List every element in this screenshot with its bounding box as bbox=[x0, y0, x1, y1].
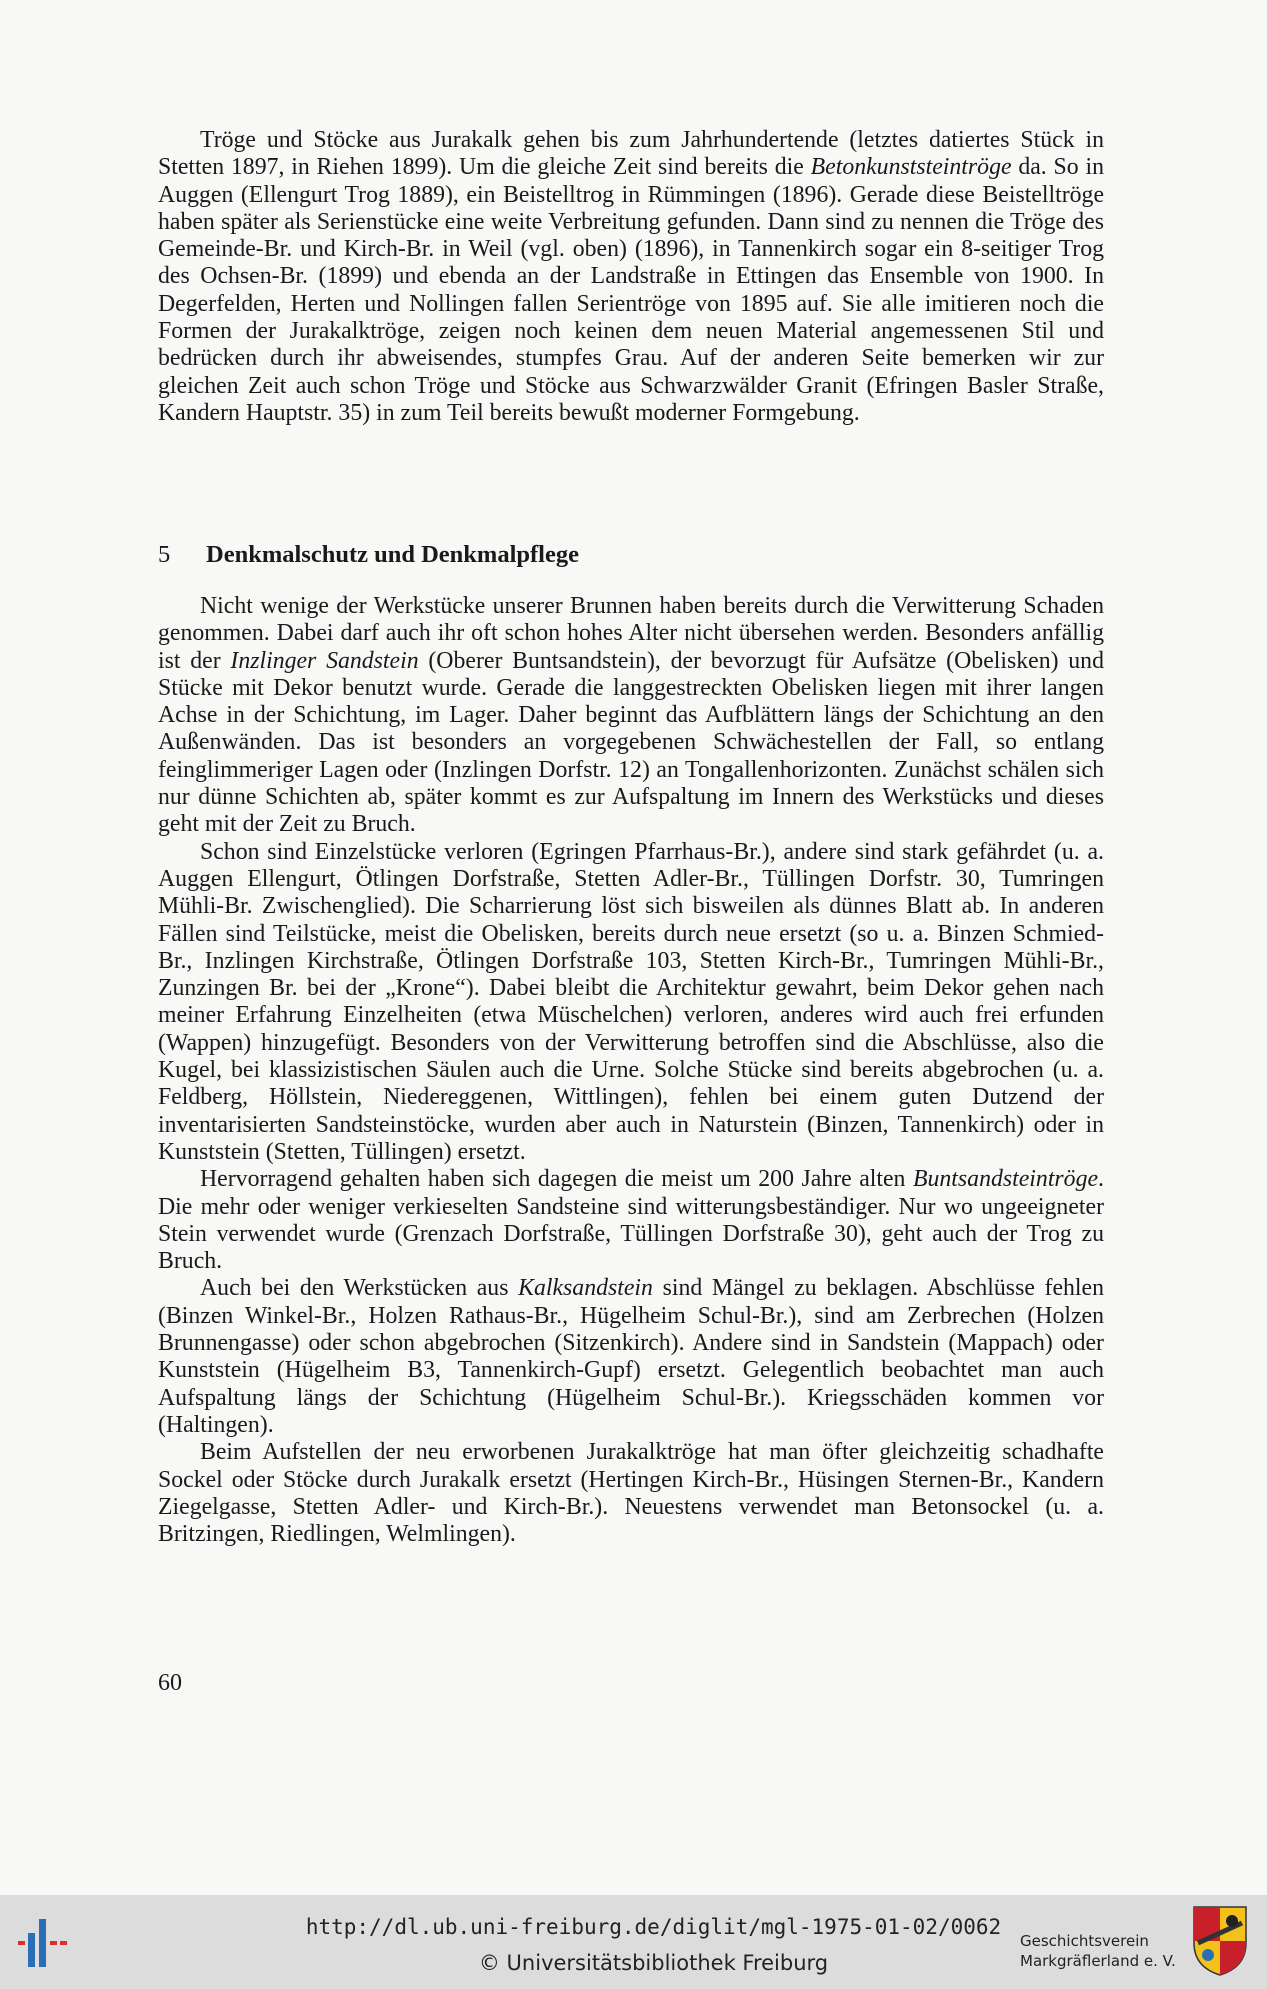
emphasized-term: Kalksandstein bbox=[518, 1275, 653, 1302]
text-run: sind Mängel zu beklagen. Abschlüsse fehlen (Binzen Winkel-Br., Holzen Rathaus-Br., Hügelheim Schul-Br.), sind am Zerbrechen (Holzen Brunnengasse) oder schon abgebrochen (Sitzenkirch). Andere sind in Sandstein (Mappach) oder Kunststein (Hügelheim B3, Tannenkirch-Gupf) ersetzt. Gelegentlich beobachtet man auch Aufspaltung längs der Schichtung (Hügelheim Schul-Br.). Kriegsschäden kommen vor (Haltingen). bbox=[158, 1275, 1104, 1438]
paragraph bbox=[158, 1166, 1104, 1275]
emphasized-term: Inzlinger Sandstein bbox=[230, 647, 419, 674]
intro-text bbox=[158, 127, 1104, 427]
text-run: . Die mehr oder weniger verkieselten Sandsteine sind witterungsbeständiger. Nur wo ungeeigneter Stein verwendet wurde (Grenzach Dorfstraße, Tüllingen Dorfstraße 30), geht auch der Trog zu Bruch. bbox=[158, 1166, 1104, 1275]
viewer-footer bbox=[0, 1895, 1267, 1989]
permalink-url[interactable]: http://dl.ub.uni-freiburg.de/diglit/mgl-1975-01-02/0062 bbox=[305, 1915, 1002, 1939]
emphasized-term: Betonkunststeintröge bbox=[810, 154, 1012, 181]
paragraph bbox=[158, 593, 1104, 839]
text-run: Auch bei den Werkstücken aus bbox=[200, 1275, 519, 1302]
paragraph bbox=[158, 1275, 1104, 1439]
text-run: (Oberer Buntsandstein), der bevorzugt für Aufsätze (Obelisken) und Stücke mit Dekor benutzt wurde. Gerade die langgestreckten Obelisken liegen mit ihrer langen Achse in der Schichtung, im Lager. Daher beginnt das Aufblättern längs der Schichtung an den Außenwänden. Das ist besonders an vorgegebenen Schwächestellen der Fall, so entlang feinglimmeriger Lagen oder (Inzlingen Dorfstr. 12) an Tongallenhorizonten. Zunächst schälen sich nur dünne Schichten ab, später kommt es zur Aufspaltung im Innern des Werkstücks und dieses geht mit der Zeit zu Bruch. bbox=[158, 647, 1104, 838]
page-number: 60 bbox=[158, 1670, 182, 1696]
society-line-2: Markgräflerland e. V. bbox=[1020, 1952, 1176, 1970]
society-name bbox=[1020, 1931, 1180, 1971]
copyright-notice: © Universitätsbibliothek Freiburg bbox=[478, 1951, 829, 1975]
text-run: Schon sind Einzelstücke verloren (Egringen Pfarrhaus-Br.), andere sind stark gefährdet (u. a. Auggen Ellengurt, Ötlingen Dorfstraße, Stetten Adler-Br., Tüllingen Dorfstr. 30, Tumringen Mühli-Br. Zwischenglied). Die Scharrierung löst sich bisweilen als dünnes Blatt ab. In anderen Fällen sind Teilstücke, meist die Obelisken, bereits durch neue ersetzt (so u. a. Binzen Schmied-Br., Inzlingen Kirchstraße, Ötlingen Dorfstraße 103, Stetten Kirch-Br., Tumringen Mühli-Br., Zunzingen Br. bei der „Krone“). Dabei bleibt die Architektur gewahrt, beim Dekor gehen nach meiner Erfahrung Einzelheiten (etwa Müschelchen) verloren, anderes wird auch frei erfunden (Wappen) hinzugefügt. Besonders von der Verwitterung betroffen sind die Abschlüsse, also die Kugel, bei klassizistischen Säulen auch die Urne. Solche Stücke sind bereits abgebrochen (u. a. Feldberg, Höllstein, Niedereggenen, Wittlingen), fehlen bei einem guten Dutzend der inventarisierten Sandsteinstöcke, wurden aber auch in Naturstein (Binzen, Tannenkirch) oder in Kunststein (Stetten, Tüllingen) ersetzt. bbox=[158, 838, 1104, 1165]
society-line-1: Geschichtsverein bbox=[1020, 1932, 1149, 1950]
section-heading bbox=[158, 541, 1104, 569]
paragraph bbox=[158, 1439, 1104, 1548]
text-run: Hervorragend gehalten haben sich dagegen die meist um 200 Jahre alten bbox=[200, 1166, 913, 1193]
emphasized-term: Buntsandsteintröge bbox=[912, 1166, 1099, 1193]
section-number: 5 bbox=[158, 541, 171, 568]
text-run: Nicht wenige der Werkstücke unserer Brunnen haben bereits durch die Verwitterung Schaden genommen. Dabei darf auch ihr oft schon hohes Alter nicht übersehen werden. Besonders anfällig ist der bbox=[158, 593, 1104, 674]
text-run: da. So in Auggen (Ellengurt Trog 1889), ein Beistelltrog in Rümmingen (1896). Gerade diese Beistelltröge haben später als Serienstücke eine weite Verbreitung gefunden. Dann sind zu nennen die Tröge des Gemeinde-Br. und Kirch-Br. in Weil (vgl. oben) (1896), in Tannenkirch sogar ein 8-seitiger Trog des Ochsen-Br. (1899) und ebenda an der Landstraße in Ettingen das Ensemble von 1900. In Degerfelden, Herten und Nollingen fallen Serientröge von 1895 auf. Sie alle imitieren noch die Formen der Jurakalktröge, zeigen noch keinen dem neuen Material angemessenen Stil und bedrücken durch ihr abweisendes, stumpfes Grau. Auf der anderen Seite bemerken wir zur gleichen Zeit auch schon Tröge und Stöcke aus Schwarzwälder Granit (Efringen Basler Straße, Kandern Hauptstr. 35) in zum Teil bereits bewußt moderner Formgebung. bbox=[158, 154, 1104, 426]
main-text bbox=[158, 593, 1104, 1548]
coat-of-arms-icon[interactable] bbox=[1190, 1903, 1250, 1979]
text-run: Beim Aufstellen der neu erworbenen Jurakalktröge hat man öfter gleichzeitig schadhafte Sockel oder Stöcke durch Jurakalk ersetzt (Hertingen Kirch-Br., Hüsingen Sternen-Br., Kandern Ziegelgasse, Stetten Adler- und Kirch-Br.). Neuestens verwendet man Betonsockel (u. a. Britzingen, Riedlingen, Welmlingen). bbox=[158, 1439, 1104, 1548]
paragraph bbox=[158, 839, 1104, 1167]
text-run: Tröge und Stöcke aus Jurakalk gehen bis zum Jahrhundertende (letztes datiertes Stück in Stetten 1897, in Riehen 1899). Um die gleiche Zeit sind bereits die bbox=[158, 127, 1104, 181]
section-title: Denkmalschutz und Denkmalpflege bbox=[206, 541, 579, 568]
paragraph bbox=[158, 127, 1104, 427]
